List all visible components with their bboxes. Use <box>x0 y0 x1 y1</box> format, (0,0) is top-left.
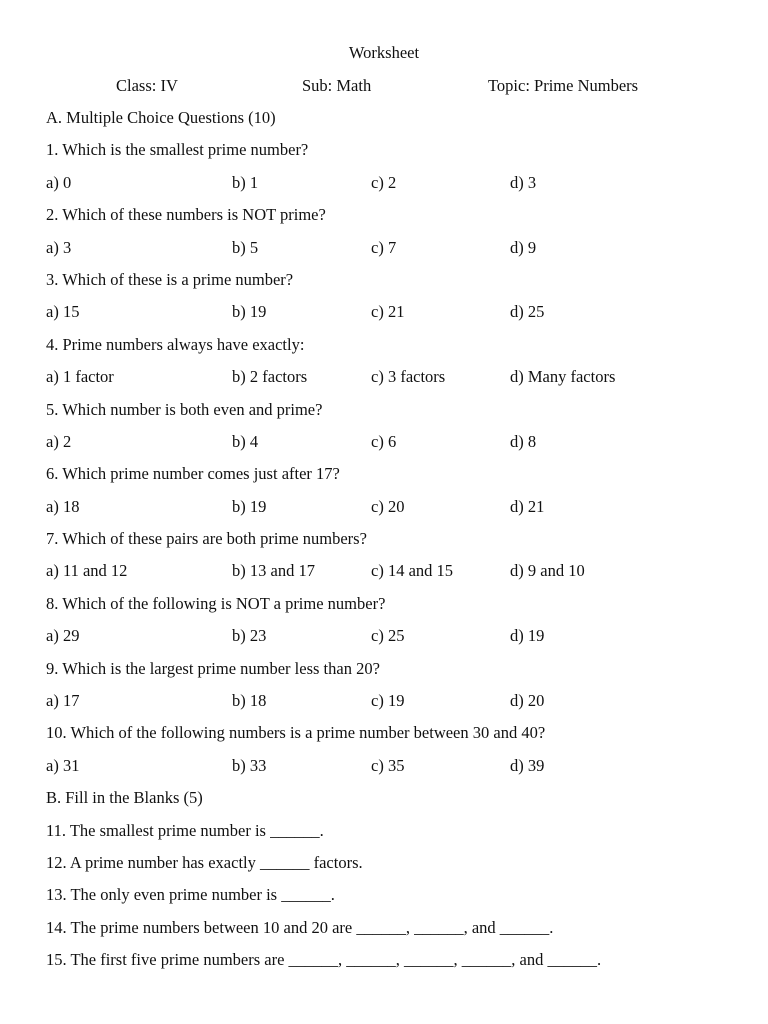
class-label: Class: IV <box>116 76 178 95</box>
option-c: c) 25 <box>371 626 405 646</box>
question-options <box>46 238 746 270</box>
option-c: c) 2 <box>371 172 397 192</box>
option-c: c) 14 and 15 <box>371 561 454 581</box>
option-d: d) 8 <box>510 431 537 451</box>
option-b: b) 19 <box>232 302 267 322</box>
fill-blank-item-12: 12. A prime number has exactly ______ factors. <box>46 852 363 872</box>
question-options <box>46 432 746 464</box>
fill-blank-item-14: 14. The prime numbers between 10 and 20 are ______, ______, and ______. <box>46 917 554 937</box>
option-a: a) 15 <box>46 302 80 322</box>
option-a: a) 17 <box>46 691 80 711</box>
option-d: d) 9 and 10 <box>510 561 585 581</box>
option-d: d) Many factors <box>510 367 616 387</box>
question-options <box>46 691 746 723</box>
option-a: a) 2 <box>46 431 72 451</box>
question-1 <box>46 140 746 205</box>
option-b: b) 13 and 17 <box>232 561 315 581</box>
question-7 <box>46 529 746 594</box>
option-d: d) 39 <box>510 755 545 775</box>
option-b: b) 18 <box>232 691 267 711</box>
question-4 <box>46 335 746 400</box>
option-a: a) 18 <box>46 496 80 516</box>
section-b-heading: B. Fill in the Blanks (5) <box>46 788 203 808</box>
question-text: 1. Which is the smallest prime number? <box>46 140 309 160</box>
question-text: 4. Prime numbers always have exactly: <box>46 334 305 354</box>
question-5 <box>46 400 746 465</box>
question-text: 3. Which of these is a prime number? <box>46 269 294 289</box>
option-c: c) 3 factors <box>371 367 446 387</box>
option-c: c) 6 <box>371 431 397 451</box>
question-text: 6. Which prime number comes just after 17? <box>46 464 340 484</box>
option-d: d) 25 <box>510 302 545 322</box>
option-a: a) 0 <box>46 172 72 192</box>
fill-blank-item-11: 11. The smallest prime number is ______. <box>46 820 324 840</box>
question-options <box>46 173 746 205</box>
question-options <box>46 756 746 788</box>
option-a: a) 31 <box>46 755 80 775</box>
question-options <box>46 626 746 658</box>
question-9 <box>46 659 746 724</box>
question-3 <box>46 270 746 335</box>
option-d: d) 19 <box>510 626 545 646</box>
worksheet-meta <box>0 76 768 96</box>
question-options <box>46 497 746 529</box>
question-options <box>46 302 746 334</box>
question-6 <box>46 464 746 529</box>
option-b: b) 19 <box>232 496 267 516</box>
subject-label: Sub: Math <box>302 76 372 95</box>
topic-label: Topic: Prime Numbers <box>488 76 639 95</box>
option-d: d) 21 <box>510 496 545 516</box>
worksheet-title: Worksheet <box>348 43 420 62</box>
fill-blank-item-13: 13. The only even prime number is ______. <box>46 885 335 905</box>
question-10 <box>46 723 746 788</box>
worksheet-content <box>46 108 746 983</box>
option-c: c) 20 <box>371 496 405 516</box>
option-c: c) 21 <box>371 302 405 322</box>
option-b: b) 4 <box>232 431 259 451</box>
question-2 <box>46 205 746 270</box>
question-options <box>46 561 746 593</box>
option-d: d) 3 <box>510 172 537 192</box>
option-b: b) 23 <box>232 626 267 646</box>
question-8 <box>46 594 746 659</box>
option-a: a) 29 <box>46 626 80 646</box>
option-d: d) 9 <box>510 237 537 257</box>
option-b: b) 5 <box>232 237 259 257</box>
option-b: b) 1 <box>232 172 259 192</box>
question-text: 9. Which is the largest prime number less than 20? <box>46 658 380 678</box>
section-a-heading: A. Multiple Choice Questions (10) <box>46 108 276 127</box>
option-c: c) 35 <box>371 755 405 775</box>
question-text: 5. Which number is both even and prime? <box>46 399 323 419</box>
option-c: c) 19 <box>371 691 405 711</box>
fill-blank-item-15: 15. The first five prime numbers are ______, ______, ______, ______, and ______. <box>46 950 602 970</box>
question-text: 10. Which of the following numbers is a prime number between 30 and 40? <box>46 723 546 743</box>
question-options <box>46 367 746 399</box>
question-text: 7. Which of these pairs are both prime numbers? <box>46 529 367 549</box>
option-b: b) 33 <box>232 755 267 775</box>
option-d: d) 20 <box>510 691 545 711</box>
option-b: b) 2 factors <box>232 367 308 387</box>
option-a: a) 1 factor <box>46 367 114 387</box>
option-a: a) 3 <box>46 237 72 257</box>
question-text: 8. Which of the following is NOT a prime number? <box>46 593 386 613</box>
question-text: 2. Which of these numbers is NOT prime? <box>46 205 326 225</box>
option-c: c) 7 <box>371 237 397 257</box>
option-a: a) 11 and 12 <box>46 561 128 581</box>
